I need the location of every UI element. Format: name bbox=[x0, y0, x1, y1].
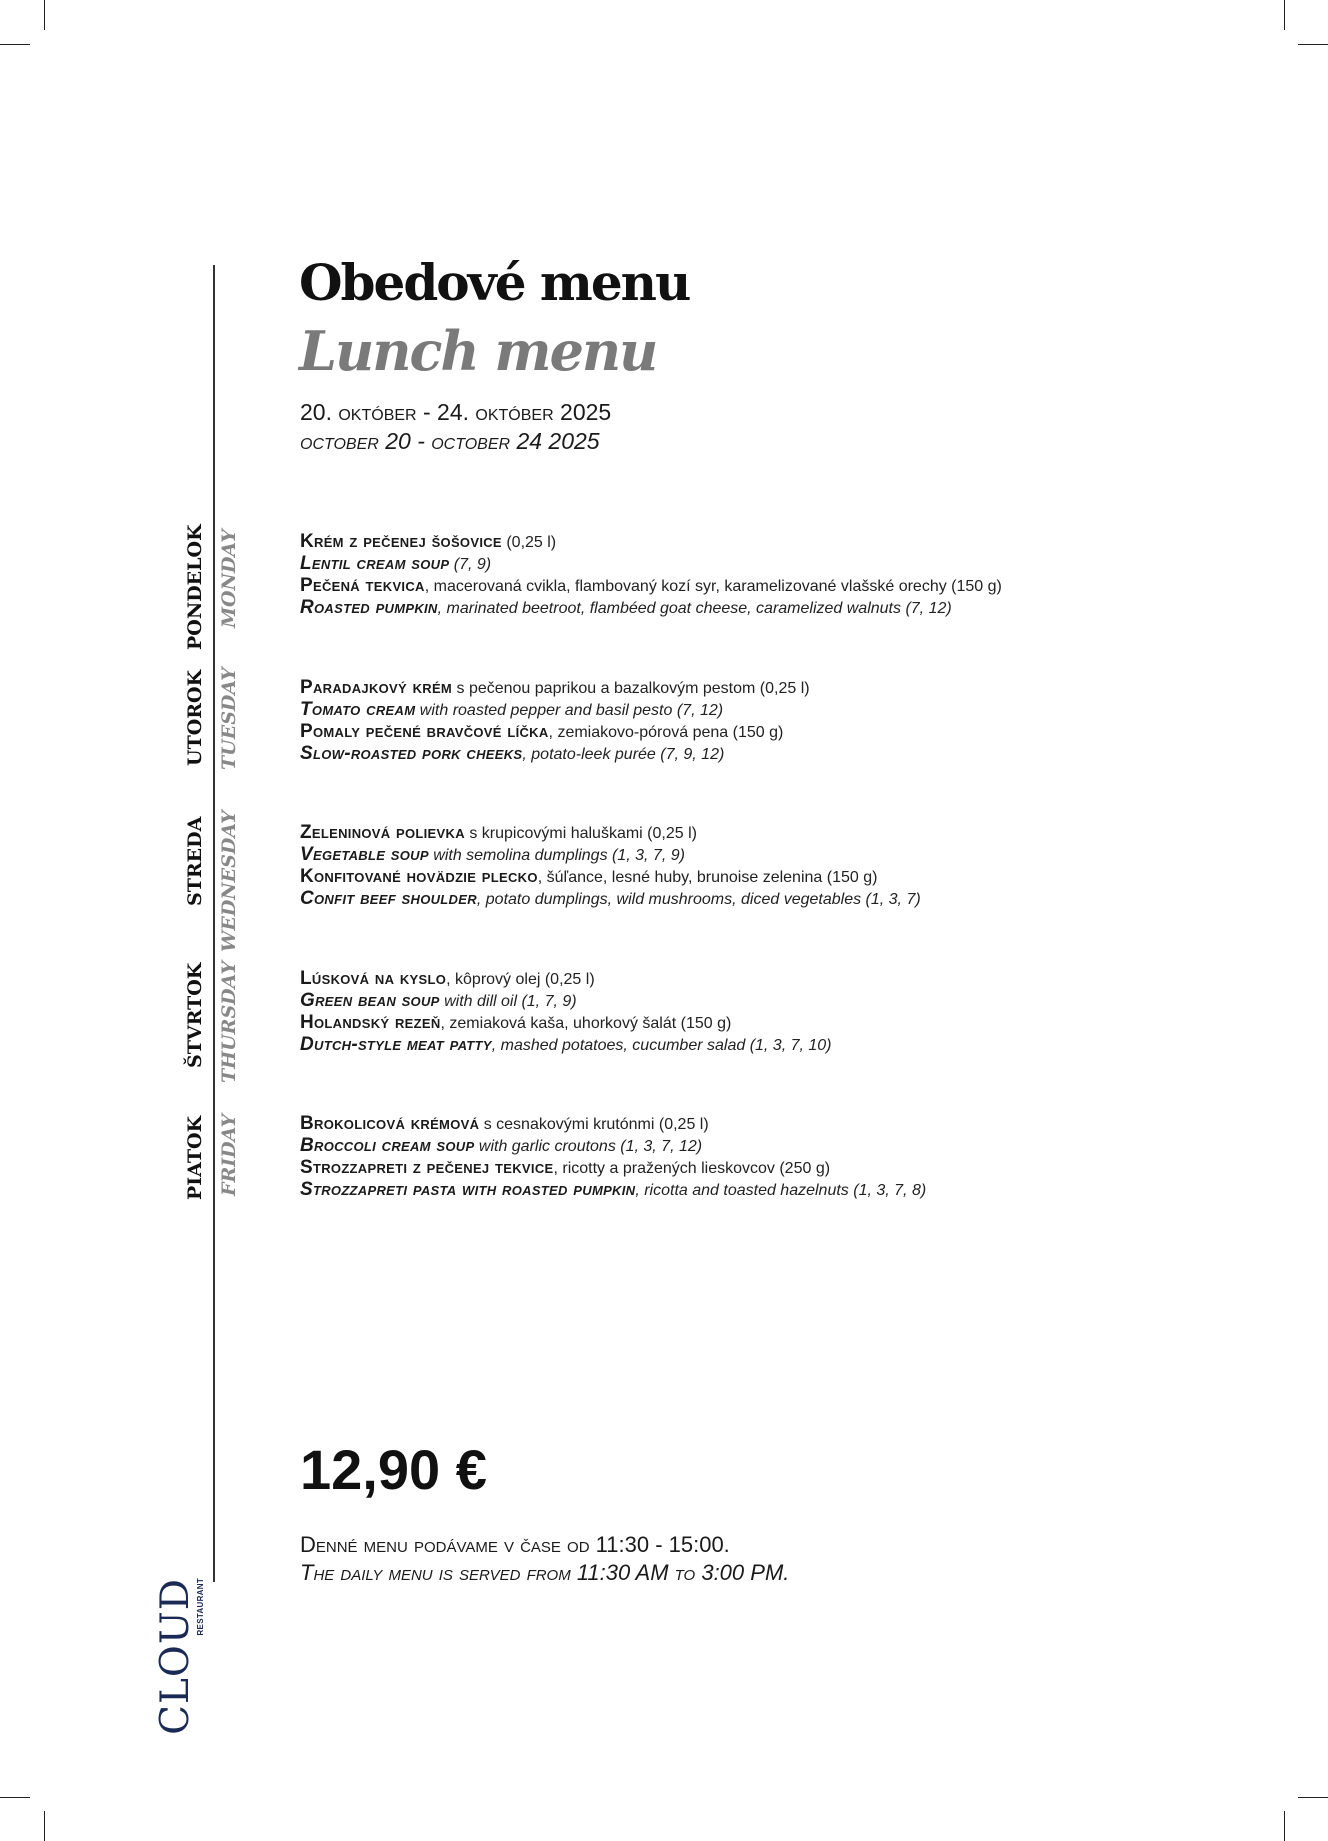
dish-soup-en bbox=[300, 1135, 1200, 1157]
day-label-tuesday-en: TUESDAY bbox=[218, 667, 240, 770]
dish-name: Lentil cream soup bbox=[300, 553, 450, 574]
day-block-monday bbox=[300, 531, 1200, 619]
dish-desc: s cesnakovými krutónmi (0,25 l) bbox=[479, 1116, 709, 1133]
dish-soup-sk bbox=[300, 677, 1200, 699]
dish-desc: , šúľance, lesné huby, brunoise zelenina (150 g) bbox=[537, 869, 878, 886]
dish-name: Slow-roasted pork cheeks bbox=[300, 743, 523, 764]
dish-name: Green bean soup bbox=[300, 990, 440, 1011]
dish-desc: , macerovaná cvikla, flambovaný kozí syr, karamelizované vlašské orechy (150 g) bbox=[424, 578, 1002, 595]
dish-desc: , zemiakovo-pórová pena (150 g) bbox=[548, 724, 784, 741]
crop-mark bbox=[1284, 0, 1285, 30]
day-block-friday bbox=[300, 1113, 1200, 1201]
dish-soup-sk bbox=[300, 822, 1200, 844]
dish-name: Lúsková na kyslo bbox=[300, 968, 447, 989]
dish-main-sk bbox=[300, 1157, 1200, 1179]
dish-name: Brokolicová krémová bbox=[300, 1113, 480, 1134]
dish-desc: with garlic croutons (1, 3, 7, 12) bbox=[474, 1138, 703, 1155]
day-label-friday-en: FRIDAY bbox=[218, 1113, 240, 1196]
dish-desc: with roasted pepper and basil pesto (7, 12) bbox=[415, 702, 724, 719]
day-label-thursday-en: THURSDAY bbox=[218, 960, 240, 1083]
dish-desc: s krupicovými haluškami (0,25 l) bbox=[464, 825, 697, 842]
dish-main-sk bbox=[300, 575, 1200, 597]
day-label-wednesday-en: WEDNESDAY bbox=[218, 810, 240, 952]
dish-name: Tomato cream bbox=[300, 699, 416, 720]
dish-main-sk bbox=[300, 866, 1200, 888]
date-range bbox=[300, 398, 611, 456]
dish-soup-sk bbox=[300, 1113, 1200, 1135]
dish-soup-en bbox=[300, 990, 1200, 1012]
day-block-tuesday bbox=[300, 677, 1200, 765]
dish-main-sk bbox=[300, 1012, 1200, 1034]
date-range-sk: 20. október - 24. október 2025 bbox=[300, 399, 612, 425]
dish-name: Broccoli cream soup bbox=[300, 1135, 475, 1156]
dish-name: Pomaly pečené bravčové líčka bbox=[300, 721, 549, 742]
dish-main-en bbox=[300, 743, 1200, 765]
crop-mark bbox=[0, 1797, 30, 1798]
dish-desc: , kôprový olej (0,25 l) bbox=[446, 971, 595, 988]
dish-name: Holandský rezeň bbox=[300, 1012, 441, 1033]
dish-name: Roasted pumpkin bbox=[300, 597, 438, 618]
page-subtitle: Lunch menu bbox=[299, 319, 657, 383]
dish-desc: , zemiaková kaša, uhorkový šalát (150 g) bbox=[440, 1015, 732, 1032]
crop-mark bbox=[1298, 1797, 1328, 1798]
crop-mark bbox=[0, 44, 30, 45]
dish-desc: with dill oil (1, 7, 9) bbox=[439, 993, 577, 1010]
dish-name: Krém z pečenej šošovice bbox=[300, 531, 502, 552]
serving-hours-sk: Denné menu podávame v čase od 11:30 - 15:00. bbox=[300, 1532, 730, 1557]
dish-name: Paradajkový krém bbox=[300, 677, 453, 698]
dish-main-en bbox=[300, 1179, 1200, 1201]
crop-mark bbox=[44, 1811, 45, 1841]
dish-desc: with semolina dumplings (1, 3, 7, 9) bbox=[428, 847, 685, 864]
serving-hours bbox=[300, 1531, 789, 1587]
day-label-wednesday-sk: STREDA bbox=[184, 816, 206, 906]
crop-mark bbox=[44, 0, 45, 30]
menu-price: 12,90 € bbox=[300, 1438, 487, 1501]
dish-name: Zeleninová polievka bbox=[300, 822, 465, 843]
dish-name: Confit beef shoulder bbox=[300, 888, 477, 909]
dish-main-sk bbox=[300, 721, 1200, 743]
date-range-en: october 20 - october 24 2025 bbox=[300, 428, 600, 454]
dish-desc: (7, 9) bbox=[449, 556, 492, 573]
crop-mark bbox=[1284, 1811, 1285, 1841]
dish-main-en bbox=[300, 888, 1200, 910]
dish-desc: s pečenou paprikou a bazalkovým pestom (0,25 l) bbox=[452, 680, 810, 697]
dish-main-en bbox=[300, 597, 1200, 619]
day-label-monday-en: MONDAY bbox=[218, 529, 240, 628]
day-block-wednesday bbox=[300, 822, 1200, 910]
day-label-monday-sk: PONDELOK bbox=[184, 524, 206, 650]
crop-mark bbox=[1298, 44, 1328, 45]
day-label-thursday-sk: ŠTVRTOK bbox=[184, 962, 206, 1068]
serving-hours-en: The daily menu is served from 11:30 AM to 3:00 PM. bbox=[300, 1560, 790, 1585]
day-label-friday-sk: PIATOK bbox=[184, 1115, 206, 1200]
dish-soup-en bbox=[300, 699, 1200, 721]
dish-desc: (0,25 l) bbox=[501, 534, 557, 551]
dish-name: Strozzapreti z pečenej tekvice bbox=[300, 1157, 554, 1178]
dish-soup-sk bbox=[300, 531, 1200, 553]
page-title: Obedové menu bbox=[299, 253, 690, 312]
dish-desc: , ricotta and toasted hazelnuts (1, 3, 7, 8) bbox=[635, 1182, 927, 1199]
cloud-restaurant-logo bbox=[150, 1578, 210, 1735]
dish-soup-en bbox=[300, 553, 1200, 575]
dish-name: Vegetable soup bbox=[300, 844, 429, 865]
dish-desc: , potato dumplings, wild mushrooms, diced vegetables (1, 3, 7) bbox=[476, 891, 921, 908]
day-label-tuesday-sk: UTOROK bbox=[184, 669, 206, 766]
divider-line bbox=[213, 265, 215, 1582]
logo-wordmark: CLOUD bbox=[153, 1578, 198, 1735]
dish-name: Konfitované hovädzie plecko bbox=[300, 866, 538, 887]
dish-soup-sk bbox=[300, 968, 1200, 990]
dish-desc: , marinated beetroot, flambéed goat cheese, caramelized walnuts (7, 12) bbox=[437, 600, 952, 617]
dish-soup-en bbox=[300, 844, 1200, 866]
day-block-thursday bbox=[300, 968, 1200, 1056]
dish-desc: , potato-leek purée (7, 9, 12) bbox=[522, 746, 725, 763]
dish-name: Dutch-style meat patty bbox=[300, 1034, 492, 1055]
dish-desc: , mashed potatoes, cucumber salad (1, 3, 7, 10) bbox=[491, 1037, 832, 1054]
dish-name: Pečená tekvica bbox=[300, 575, 425, 596]
dish-name: Strozzapreti pasta with roasted pumpkin bbox=[300, 1179, 636, 1200]
dish-main-en bbox=[300, 1034, 1200, 1056]
logo-subtitle: RESTAURANT bbox=[196, 1578, 205, 1636]
dish-desc: , ricotty a pražených lieskovcov (250 g) bbox=[553, 1160, 831, 1177]
